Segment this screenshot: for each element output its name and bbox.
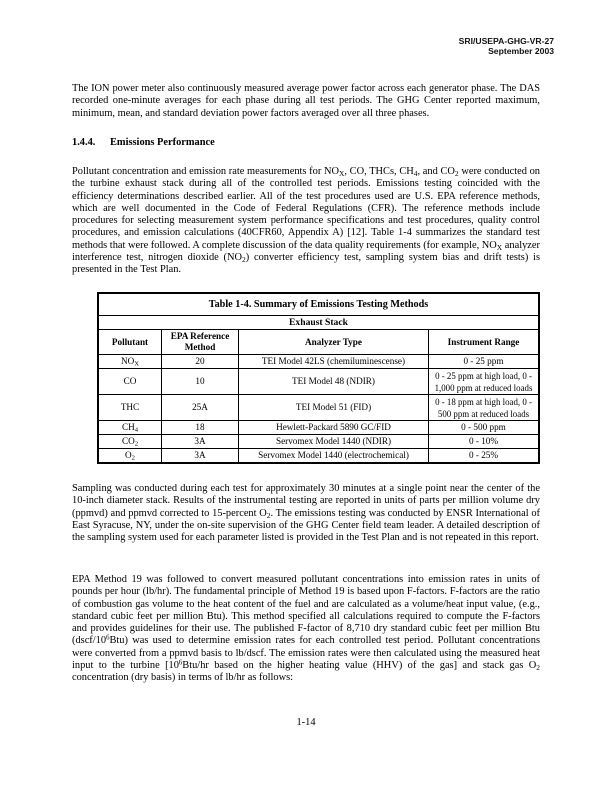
document-date: September 2003 (488, 46, 554, 56)
paragraph-power-factor: The ION power meter also continuously measured average power factor across each generator phase. The DAS recorded one-minute averages for each phase during all test periods. The GHG Center reported maximum, minimum, mean, and standard deviation power factors averaged over all three phases. (72, 83, 540, 119)
table-row (98, 355, 539, 369)
section-number: 1.4.4. (72, 137, 96, 148)
range-cell: 0 - 10% (429, 435, 540, 449)
table-row (98, 369, 539, 395)
analyzer-cell: Servomex Model 1440 (NDIR) (239, 435, 429, 449)
paragraph-emissions-intro: Pollutant concentration and emission rate measurements for $NO_X$, CO, THCs, $CH_4$, and $CO_2$ were conducted on the turbine exhaust stack during all of the controlled test periods. Emissions testing coincided with the efficiency determinations described earlier. All of the test procedures used are U.S. EPA reference methods, which are well documented in the Code of Federal Regulations (CFR). The reference methods include procedures for selecting measurement system performance specifications and test procedures, quality control procedures, and emission calculations (40CFR60, Appendix A) [12]. Table 1-4 summarizes the standard test methods that were followed. A complete discussion of the data quality requirements (for example, $NO_X$ analyzer interference test, nitrogen dioxide $(NO_2)$ converter efficiency test, sampling system bias and drift tests) is presented in the Test Plan. (72, 166, 541, 275)
pollutant-cell: $O_2$ (98, 449, 162, 464)
column-header-pollutant: Pollutant (98, 330, 162, 355)
pollutant-cell: $CH_4$ (98, 421, 162, 435)
analyzer-cell: TEI Model 42LS (chemiluminescense) (239, 355, 429, 369)
analyzer-cell: TEI Model 51 (FID) (239, 395, 429, 421)
table-row (98, 435, 539, 449)
table-row (98, 395, 539, 421)
method-cell: 3A (162, 449, 239, 464)
range-cell: 0 - 25% (429, 449, 540, 464)
table-row (98, 421, 539, 435)
pollutant-cell: $NO_X$ (98, 355, 162, 369)
analyzer-cell: Hewlett-Packard 5890 GC/FID (239, 421, 429, 435)
table-caption: Table 1-4. Summary of Emissions Testing Methods (98, 293, 539, 316)
method-cell: 20 (162, 355, 239, 369)
document-id: SRI/USEPA-GHG-VR-27 (458, 36, 554, 46)
method-cell: 25A (162, 395, 239, 421)
range-cell: 0 - 500 ppm (429, 421, 540, 435)
page-header (459, 36, 554, 56)
column-header-method: EPA Reference Method (162, 330, 239, 355)
section-title: Emissions Performance (110, 137, 215, 148)
pollutant-cell: CO (98, 369, 162, 395)
analyzer-cell: TEI Model 48 (NDIR) (239, 369, 429, 395)
pollutant-cell: $CO_2$ (98, 435, 162, 449)
range-cell: 0 - 18 ppm at high load, 0 - 500 ppm at reduced loads (429, 395, 540, 421)
pollutant-cell: THC (98, 395, 162, 421)
method-cell: 18 (162, 421, 239, 435)
page-number: 1-14 (296, 717, 316, 728)
table-subcaption: Exhaust Stack (98, 316, 539, 330)
range-cell: 0 - 25 ppm (429, 355, 540, 369)
section-heading (72, 137, 215, 148)
column-header-range: Instrument Range (429, 330, 540, 355)
method-cell: 3A (162, 435, 239, 449)
table-row (98, 449, 539, 464)
analyzer-cell: Servomex Model 1440 (electrochemical) (239, 449, 429, 464)
method-cell: 10 (162, 369, 239, 395)
range-cell: 0 - 25 ppm at high load, 0 - 1,000 ppm at reduced loads (429, 369, 540, 395)
column-header-analyzer: Analyzer Type (239, 330, 429, 355)
paragraph-sampling: Sampling was conducted during each test for approximately 30 minutes at a single point near the center of the 10-inch diameter stack. Results of the instrumental testing are reported in units of parts per million volume dry (ppmvd) and ppmvd corrected to 15-percent $O_2$. The emissions testing was conducted by ENSR International of East Syracuse, NY, under the on-site supervision of the GHG Center field team leader. A detailed description of the sampling system used for each parameter listed is provided in the Test Plan and is not repeated in this report. (72, 483, 540, 543)
emissions-methods-table (97, 292, 540, 464)
paragraph-method-19: EPA Method 19 was followed to convert measured pollutant concentrations into emission rates in units of pounds per hour (lb/hr). The fundamental principle of Method 19 is based upon F-factors. F-factors are the ratio of combustion gas volume to the heat content of the fuel and are calculated as a volume/heat input value, (e.g., standard cubic feet per million Btu). This method specified all calculations required to compute the F-factors and provides guidelines for their use. The published F-factor of 8,710 dry standard cubic feet per million Btu $(dscf/10^6Btu)$ was used to determine emission rates for each controlled test period. Pollutant concentrations were converted from a ppmvd basis to lb/dscf. The emission rates were then calculated using the measured heat input to the turbine [$10^6Btu/hr$ based on the higher heating value (HHV) of the gas] and stack gas $O_2$ concentration (dry basis) in terms of lb/hr as follows: (72, 574, 541, 683)
